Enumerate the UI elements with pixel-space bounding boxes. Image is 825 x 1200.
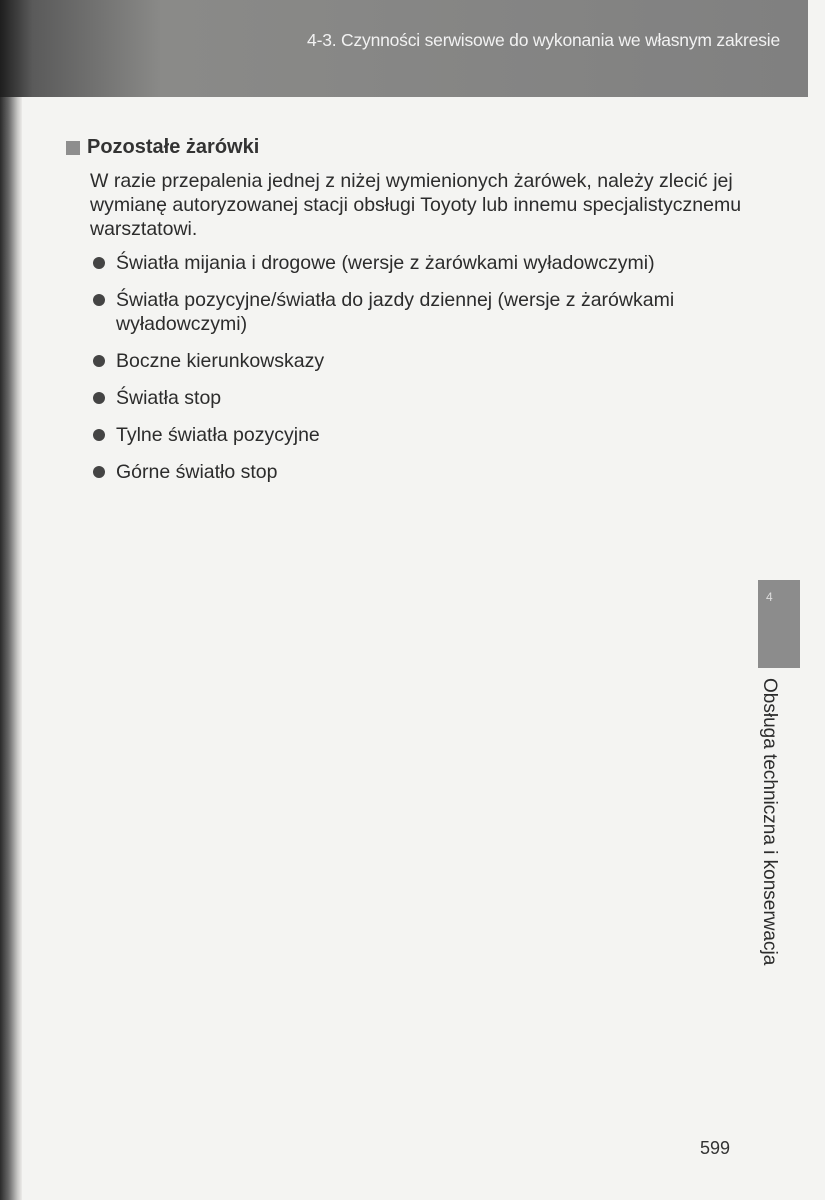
square-bullet-icon [66,141,80,155]
bullet-icon [93,257,105,269]
list-item-text: Tylne światła pozycyjne [116,424,320,446]
chapter-tab-number: 4 [766,590,773,604]
section-paragraph: W razie przepalenia jednej z niżej wymienionych żarówek, należy zlecić jej wymianę autoryzowanej stacji obsługi Toyoty lub innemu specjalistycznemu warsztatowi. [90,170,742,240]
list-item-text: Światła pozycyjne/światła do jazdy dziennej (wersje z żarówkami wyładowczymi) [116,289,675,335]
list-item-text: Światła mijania i drogowe (wersje z żarówkami wyładowczymi) [116,252,655,274]
bullet-icon [93,355,105,367]
section-heading [66,136,746,159]
bullet-icon [93,429,105,441]
list-item [92,423,746,447]
page-number: 599 [700,1138,731,1158]
chapter-tab [758,580,800,668]
bulb-list [92,251,746,484]
bullet-icon [93,294,105,306]
list-item [92,251,746,275]
list-item-text: Boczne kierunkowskazy [116,350,325,372]
section-other-bulbs [66,136,746,497]
list-item-text: Górne światło stop [116,461,278,483]
bullet-icon [93,466,105,478]
chapter-side-label [758,678,782,988]
list-item [92,288,746,336]
chapter-header [0,0,808,97]
chapter-title: 4-3. Czynności serwisowe do wykonania we własnym zakresie [307,30,780,50]
list-item [92,460,746,484]
bullet-icon [93,392,105,404]
section-title: Pozostałe żarówki [87,136,260,158]
list-item [92,349,746,373]
list-item-text: Światła stop [116,387,222,409]
page-binding-edge [0,0,22,1200]
chapter-side-label-text: Obsługa techniczna i konserwacja [759,678,780,966]
list-item [92,386,746,410]
